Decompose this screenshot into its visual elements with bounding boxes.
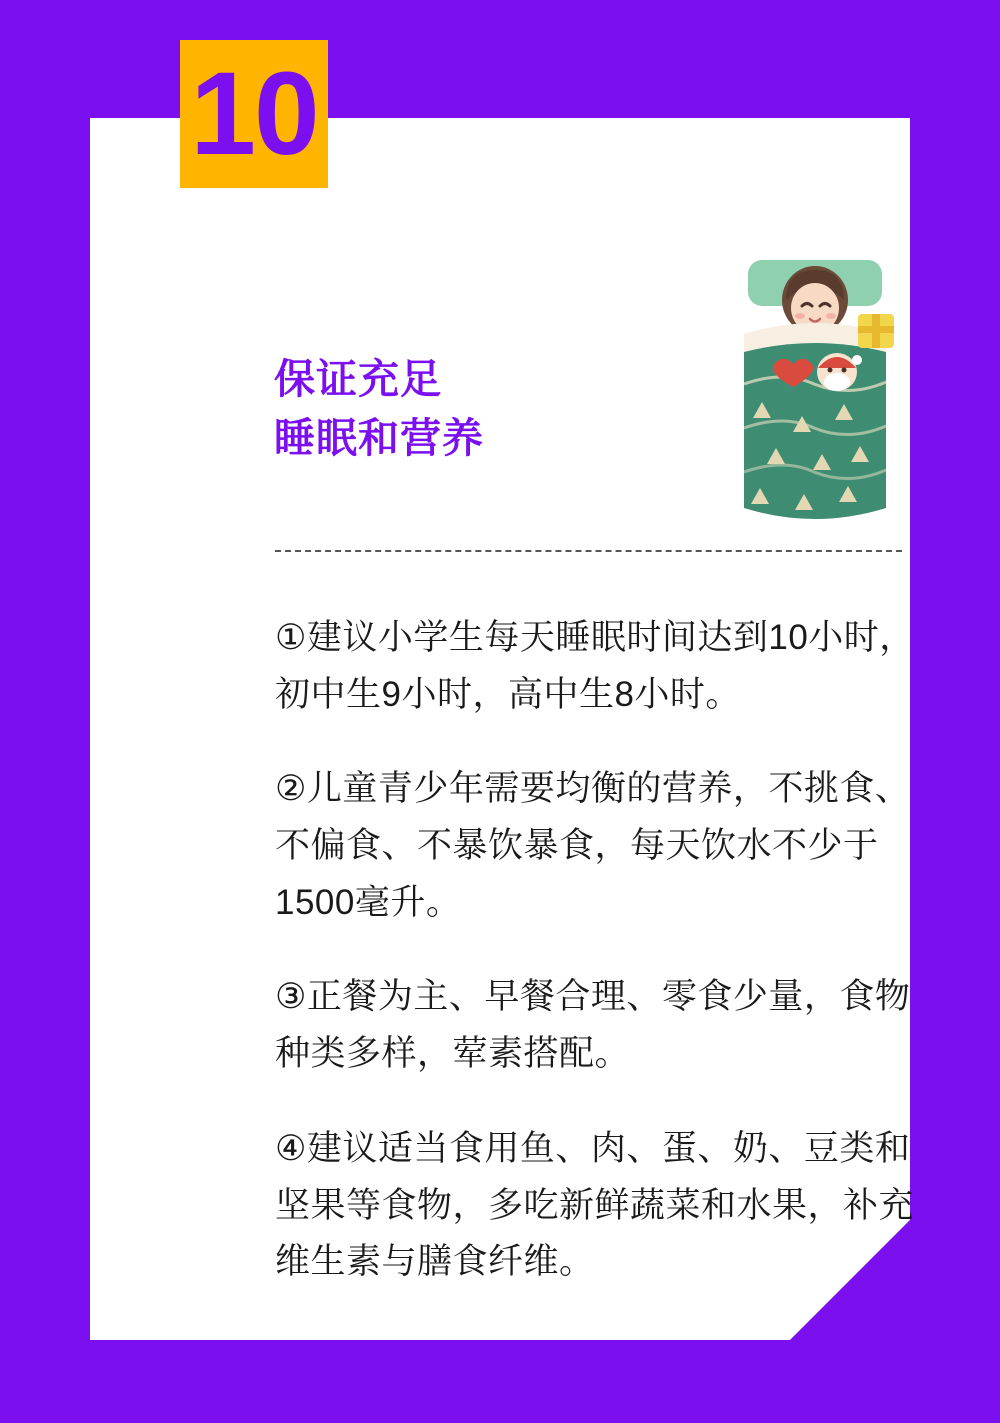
body-text [275, 610, 915, 1291]
body-paragraph-4: ④建议适当食用鱼、肉、蛋、奶、豆类和坚果等食物，多吃新鲜蔬菜和水果，补充维生素与膳食纤维。 [275, 1128, 915, 1282]
content-card [90, 118, 915, 1340]
girl-sleeping-in-bed-illustration [730, 256, 900, 538]
body-paragraph-1: ①建议小学生每天睡眠时间达到10小时，初中生9小时，高中生8小时。 [275, 618, 915, 714]
body-paragraph-2: ②儿童青少年需要均衡的营养，不挑食、不偏食、不暴饮暴食，每天饮水不少于1500毫升。 [275, 769, 911, 922]
page-title [274, 350, 694, 469]
number-badge [180, 40, 328, 188]
page-title-line-1: 保证充足 [274, 356, 442, 402]
section-divider [275, 550, 902, 552]
page-title-line-2: 睡眠和营养 [274, 415, 484, 462]
body-paragraph-3: ③正餐为主、早餐合理、零食少量，食物种类多样，荤素搭配。 [275, 977, 911, 1074]
number-badge-value: 10 [190, 48, 318, 180]
